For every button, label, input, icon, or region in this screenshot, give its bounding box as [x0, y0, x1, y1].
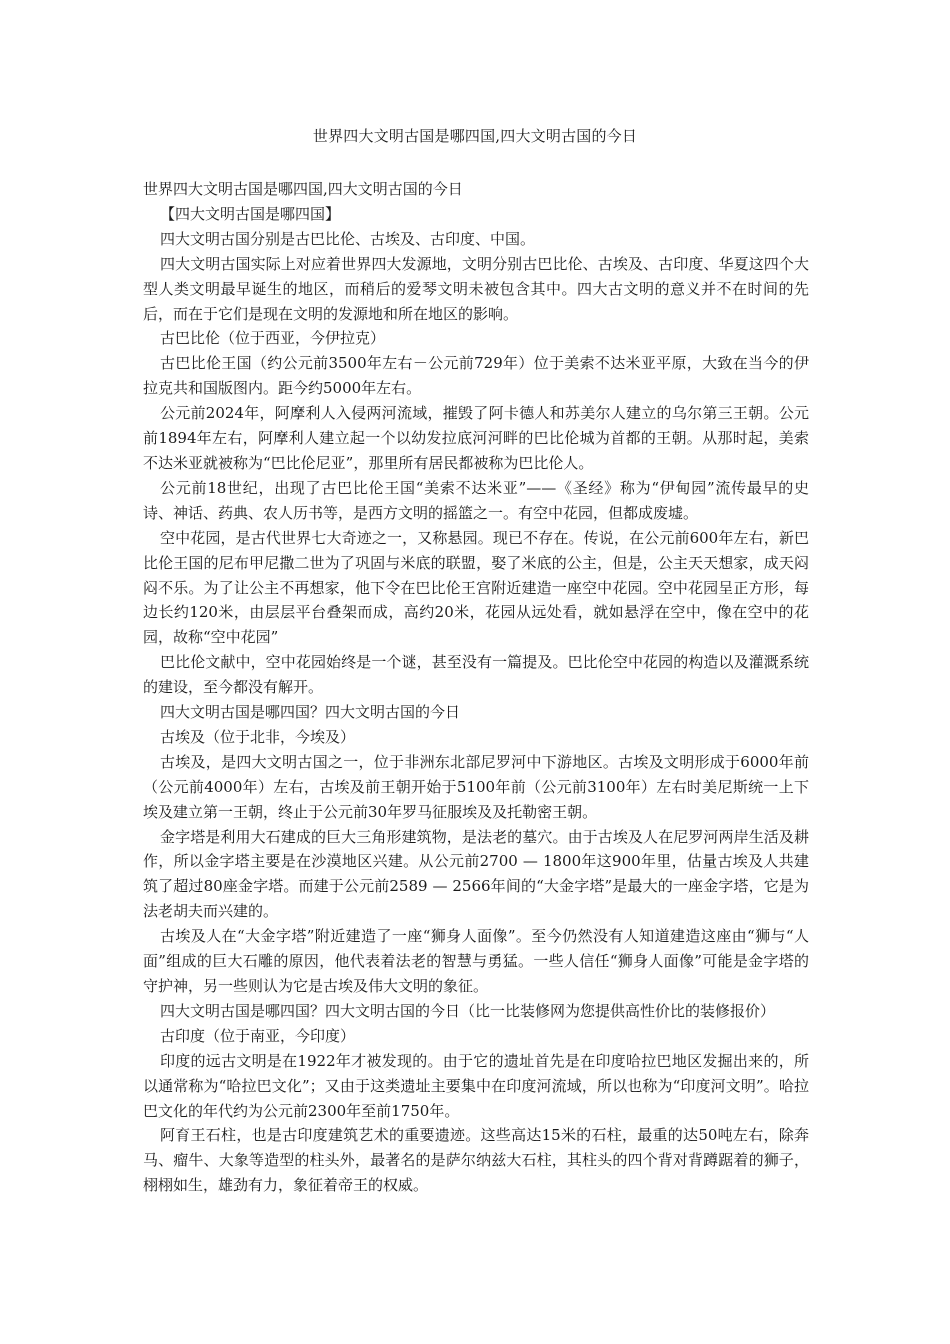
subheading: 四大文明古国是哪四国？四大文明古国的今日（比一比装修网为您提供高性价比的装修报价）	[160, 1001, 776, 1020]
paragraph: 空中花园，是古代世界七大奇迹之一，又称悬园。现已不存在。传说，在公元前600年左右，新巴比伦王国的尼布甲尼撒二世为了巩固与米底的联盟，娶了米底的公主，但是，公主天天想家，成天闷闷不乐。为了让公主不再想家，他下令在巴比伦王宫附近建造一座空中花园。空中花园呈正方形，每边长约120米，由层层平台叠架而成，高约20米，花园从远处看，就如悬浮在空中，像在空中的花园，故称“空中花园”	[143, 528, 809, 647]
section-heading-four-civilizations: 【四大文明古国是哪四国】	[160, 204, 341, 223]
page-title: 世界四大文明古国是哪四国,四大文明古国的今日	[312, 127, 638, 145]
paragraph: 公元前18世纪，出现了古巴比伦王国“美索不达米亚”——《圣经》称为“伊甸园”流传最早的史诗、神话、药典、农人历书等，是西方文明的摇篮之一。有空中花园，但都成废墟。	[143, 478, 809, 522]
section-heading-babylon: 古巴比伦（位于西亚，今伊拉克）	[160, 329, 386, 348]
paragraph: 金字塔是利用大石建成的巨大三角形建筑物，是法老的墓穴。由于古埃及人在尼罗河两岸生活及耕作，所以金字塔主要是在沙漠地区兴建。从公元前2700 — 1800年这900年里，估量古埃及人共建筑了超过80座金字塔。而建于公元前2589 — 2566年间的“大金字塔”是最大的一座金字塔，它是为法老胡夫而兴建的。	[143, 827, 809, 921]
document-body	[143, 177, 809, 1198]
section-heading-egypt: 古埃及（位于北非，今埃及）	[160, 727, 356, 746]
paragraph: 四大文明古国实际上对应着世界四大发源地，文明分别古巴比伦、古埃及、古印度、华夏这四个大型人类文明最早诞生的地区，而稍后的爱琴文明未被包含其中。四大古文明的意义并不在时间的先后，而在于它们是现在文明的发源地和所在地区的影响。	[143, 254, 809, 323]
paragraph: 古巴比伦王国（约公元前3500年左右－公元前729年）位于美索不达米亚平原，大致在当今的伊拉克共和国版图内。距今约5000年左右。	[143, 354, 809, 398]
paragraph: 四大文明古国分别是古巴比伦、古埃及、古印度、中国。	[160, 229, 536, 248]
section-heading-india: 古印度（位于南亚，今印度）	[160, 1026, 356, 1045]
subheading: 四大文明古国是哪四国？四大文明古国的今日	[160, 703, 461, 722]
body-heading: 世界四大文明古国是哪四国,四大文明古国的今日	[143, 180, 463, 198]
paragraph: 古埃及人在“大金字塔”附近建造了一座“狮身人面像”。至今仍然没有人知道建造这座由“狮与“人面”组成的巨大石雕的原因，他代表着法老的智慧与勇猛。一些人信任“狮身人面像”可能是金字塔的守护神，另一些则认为它是古埃及伟大文明的象征。	[143, 927, 809, 995]
paragraph: 古埃及，是四大文明古国之一，位于非洲东北部尼罗河中下游地区。古埃及文明形成于6000年前（公元前4000年）左右，古埃及前王朝开始于5100年前（公元前3100年）左右时美尼斯统一上下埃及建立第一王朝，终止于公元前30年罗马征服埃及及托勒密王朝。	[143, 752, 809, 821]
paragraph: 巴比伦文献中，空中花园始终是一个谜，甚至没有一篇提及。巴比伦空中花园的构造以及灌溉系统的建设，至今都没有解开。	[143, 653, 809, 697]
paragraph: 印度的远古文明是在1922年才被发现的。由于它的遗址首先是在印度哈拉巴地区发掘出来的，所以通常称为“哈拉巴文化”；又由于这类遗址主要集中在印度河流域，所以也称为“印度河文明”。哈拉巴文化的年代约为公元前2300年至前1750年。	[143, 1051, 809, 1120]
paragraph: 公元前2024年，阿摩利人入侵两河流域，摧毁了阿卡德人和苏美尔人建立的乌尔第三王朝。公元前1894年左右，阿摩利人建立起一个以幼发拉底河河畔的巴比伦城为首都的王朝。从那时起，美索不达米亚就被称为“巴比伦尼亚”，那里所有居民都被称为巴比伦人。	[143, 404, 809, 472]
paragraph: 阿育王石柱，也是古印度建筑艺术的重要遗迹。这些高达15米的石柱，最重的达50吨左右，除奔马、瘤牛、大象等造型的柱头外，最著名的是萨尔纳兹大石柱，其柱头的四个背对背蹲踞着的狮子，栩栩如生，雄劲有力，象征着帝王的权威。	[143, 1126, 809, 1195]
